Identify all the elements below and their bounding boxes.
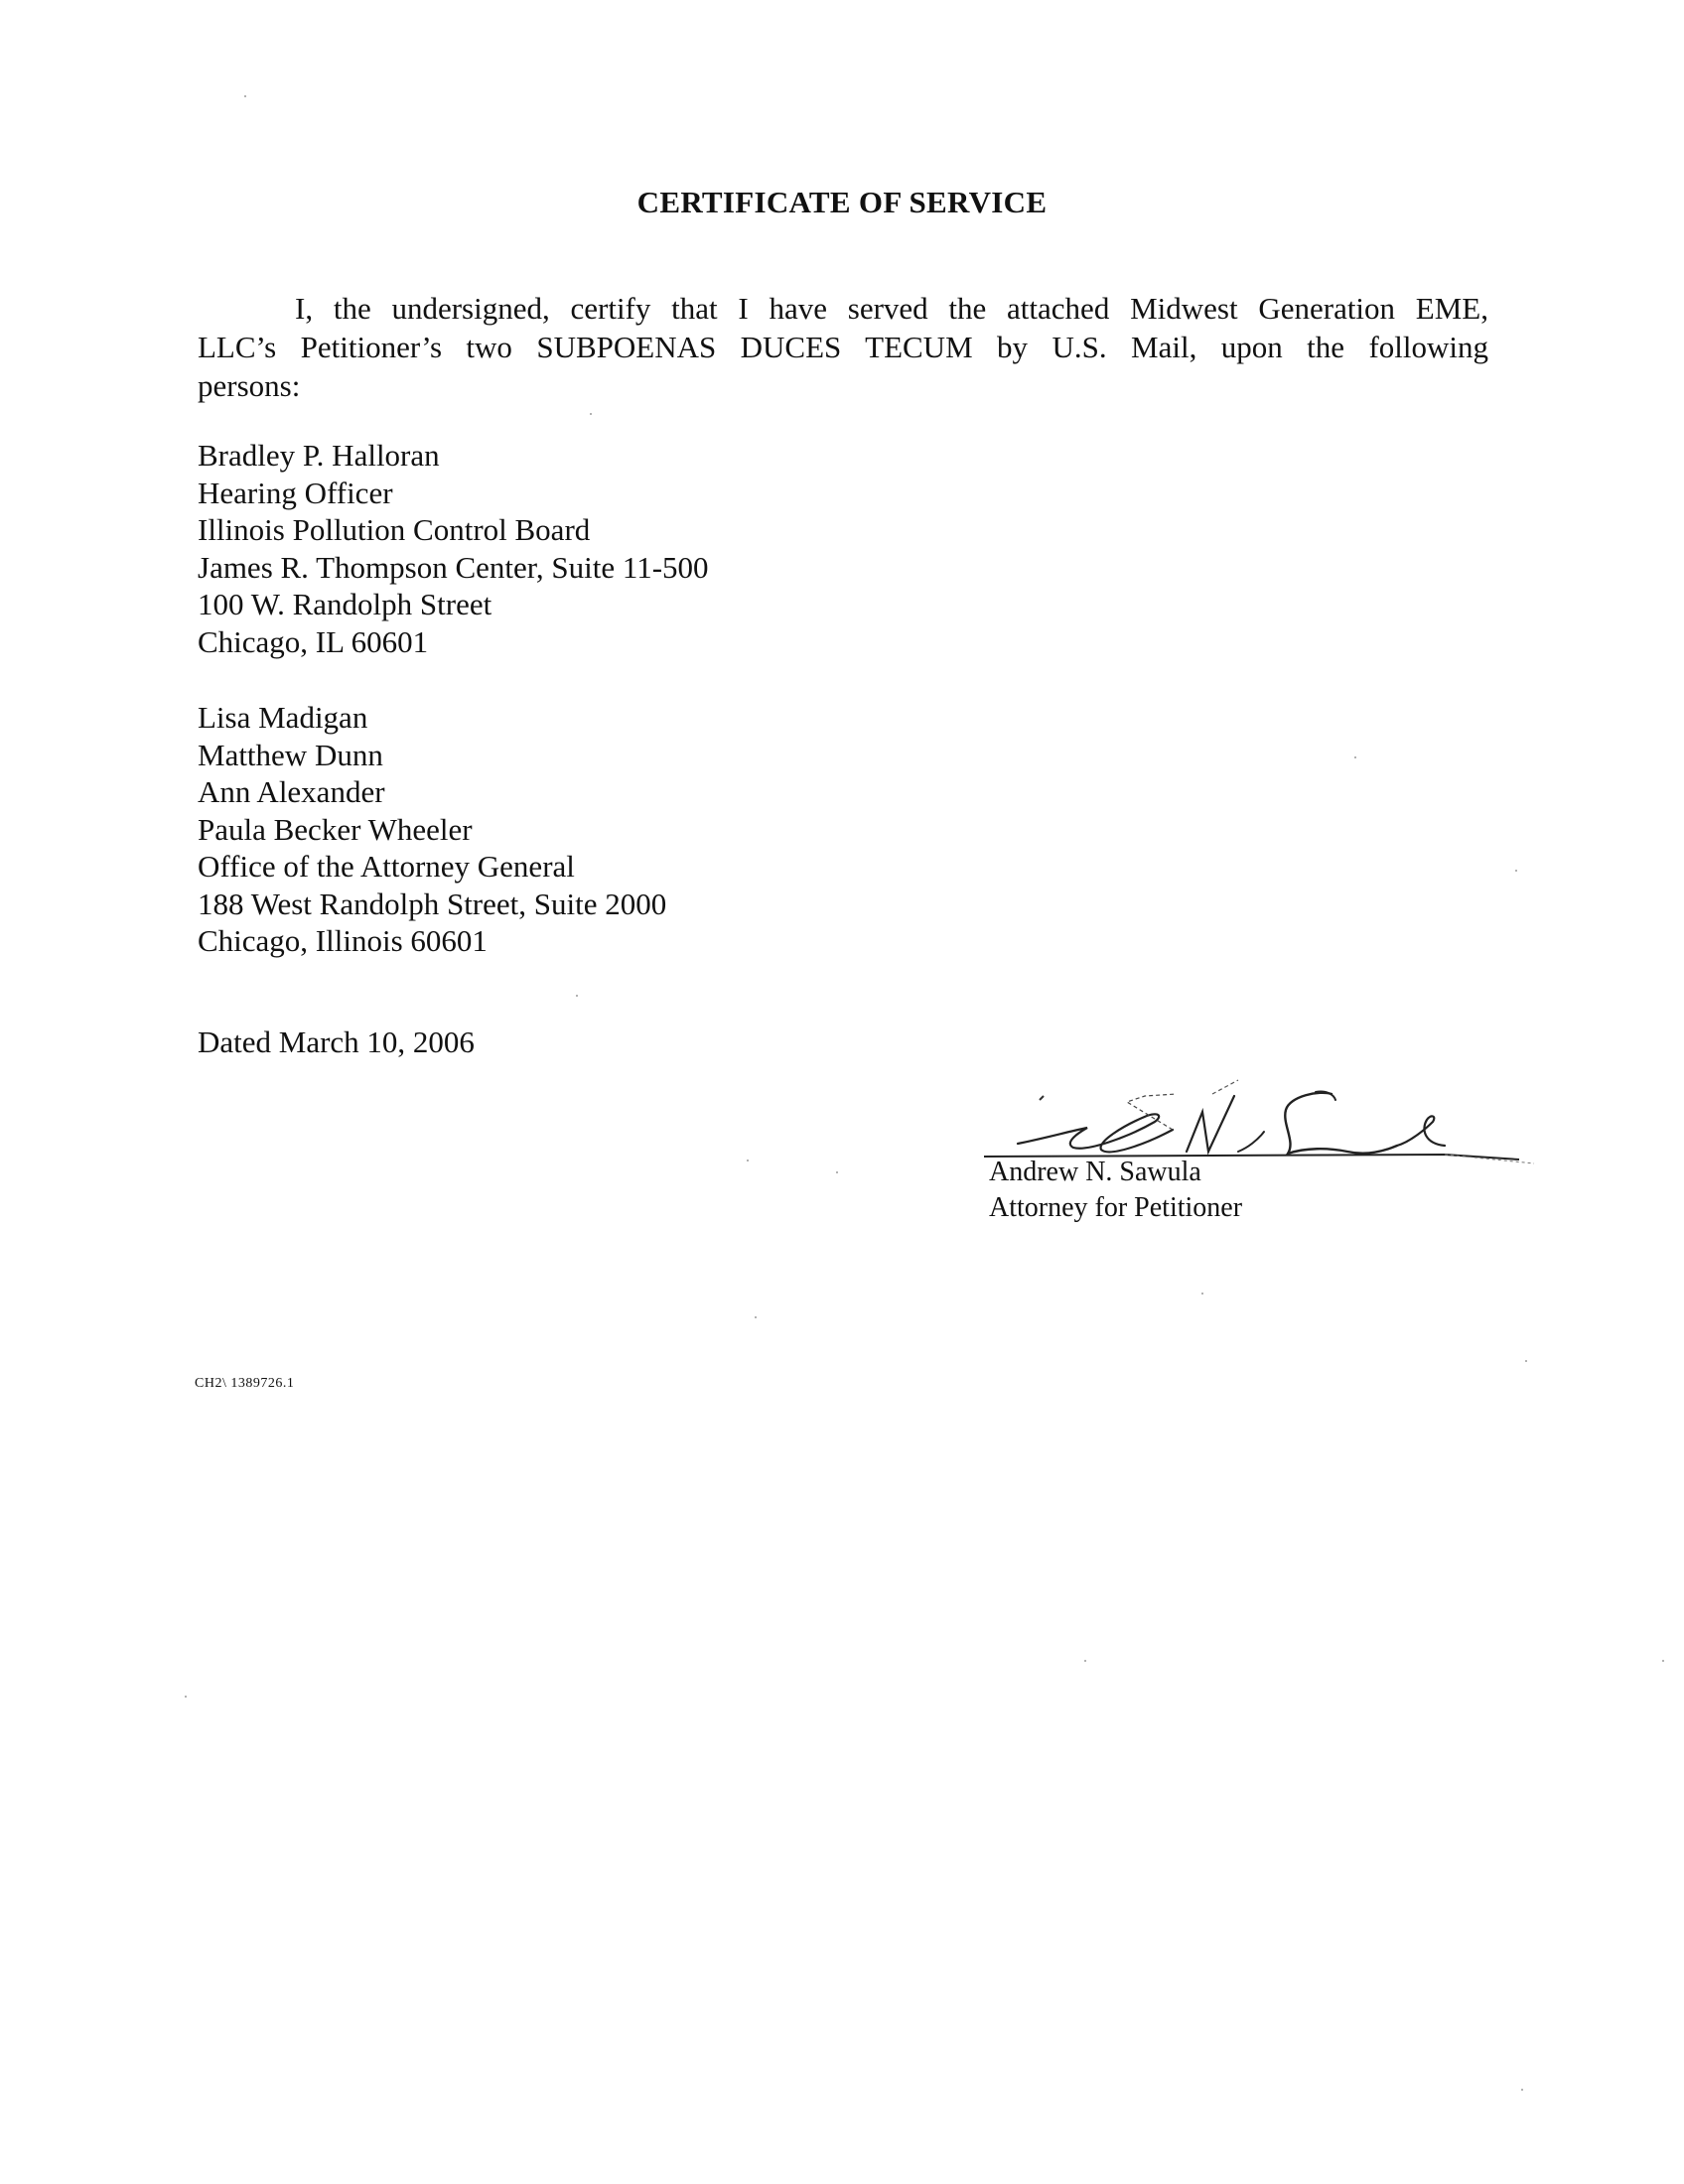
- paragraph-line: LLC’s Petitioner’s two SUBPOENAS DUCES TECUM by U.S. Mail, upon the following: [198, 330, 1488, 364]
- recipient-address-halloran: [198, 437, 709, 660]
- address-line: Paula Becker Wheeler: [198, 811, 473, 847]
- address-line: James R. Thompson Center, Suite 11-500: [198, 549, 709, 585]
- certification-paragraph: [198, 289, 1488, 405]
- address-line: Office of the Attorney General: [198, 849, 575, 884]
- scan-speck: [244, 95, 246, 97]
- address-line: 188 West Randolph Street, Suite 2000: [198, 886, 667, 921]
- scan-speck: [1201, 1293, 1203, 1295]
- address-line: 100 W. Randolph Street: [198, 587, 492, 621]
- address-line: Bradley P. Halloran: [198, 438, 440, 473]
- paragraph-line: persons:: [198, 368, 301, 403]
- signer-name: Andrew N. Sawula: [989, 1157, 1201, 1187]
- signer-role: Attorney for Petitioner: [989, 1192, 1243, 1223]
- address-line: Ann Alexander: [198, 774, 385, 809]
- scan-speck: [1354, 756, 1356, 758]
- address-line: Hearing Officer: [198, 475, 393, 510]
- scan-speck: [836, 1171, 838, 1173]
- scan-speck: [1515, 870, 1517, 872]
- address-line: Illinois Pollution Control Board: [198, 512, 591, 547]
- scan-speck: [1521, 2089, 1523, 2091]
- dated-line: Dated March 10, 2006: [198, 1024, 475, 1059]
- document-id: CH2\ 1389726.1: [195, 1376, 295, 1391]
- document-title: CERTIFICATE OF SERVICE: [636, 185, 1048, 219]
- paragraph-line: I, the undersigned, certify that I have served the attached Midwest Generation EME,: [295, 291, 1488, 326]
- scan-speck: [590, 413, 592, 415]
- scan-speck: [1525, 1360, 1527, 1362]
- address-line: Matthew Dunn: [198, 737, 383, 772]
- scan-speck: [747, 1160, 749, 1161]
- scan-speck: [185, 1696, 187, 1698]
- scan-speck: [755, 1316, 757, 1318]
- scan-speck: [576, 995, 578, 997]
- scan-speck: [1084, 1660, 1086, 1662]
- address-line: Chicago, Illinois 60601: [198, 923, 488, 958]
- scan-speck: [1662, 1660, 1664, 1662]
- recipient-address-attorney-general: [198, 699, 666, 960]
- signature-block: [989, 1155, 1242, 1226]
- address-line: Chicago, IL 60601: [198, 623, 429, 659]
- address-line: Lisa Madigan: [198, 700, 368, 735]
